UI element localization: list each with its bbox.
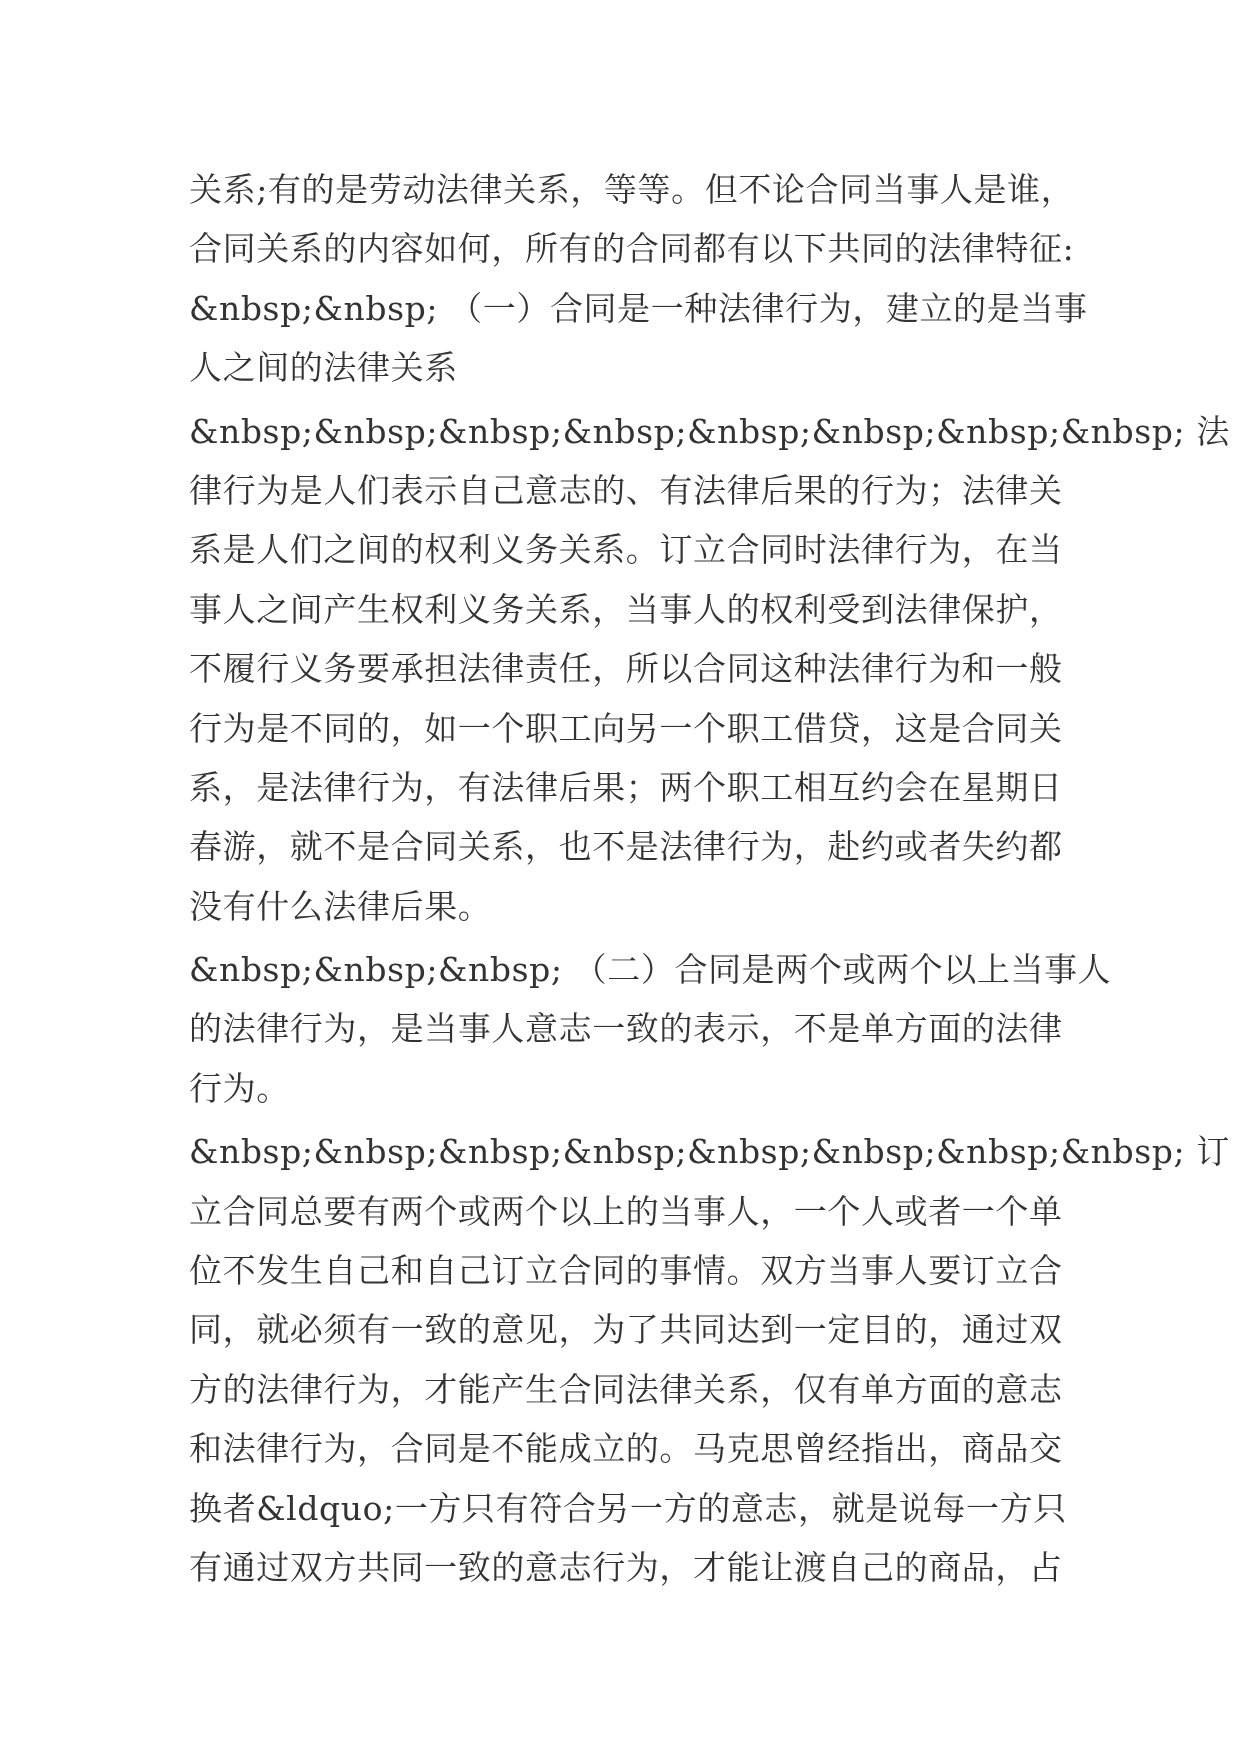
text-line: 春游，就不是合同关系，也不是法律行为，赴约或者失约都: [189, 827, 1063, 867]
text-line: 合同关系的内容如何，所有的合同都有以下共同的法律特征:: [189, 229, 1075, 269]
text-line: &nbsp;&nbsp;&nbsp;&nbsp;&nbsp;&nbsp;&nbsp;&nbsp; 法: [189, 411, 1230, 451]
text-line: 和法律行为，合同是不能成立的。马克思曾经指出，商品交: [189, 1429, 1063, 1469]
text-line: 系，是法律行为，有法律后果；两个职工相互约会在星期日: [189, 767, 1063, 807]
text-line: &nbsp;&nbsp; （一）合同是一种法律行为，建立的是当事: [189, 288, 1088, 328]
text-line: 有通过双方共同一致的意志行为，才能让渡自己的商品，占: [189, 1547, 1063, 1587]
document-body-text: [189, 160, 1230, 1597]
text-line: 换者&ldquo;一方只有符合另一方的意志，就是说每一方只: [189, 1488, 1067, 1528]
text-line: 的法律行为，是当事人意志一致的表示，不是单方面的法律: [189, 1009, 1063, 1049]
text-line: 行为是不同的，如一个职工向另一个职工借贷，这是合同关: [189, 708, 1063, 748]
text-line: &nbsp;&nbsp;&nbsp;&nbsp;&nbsp;&nbsp;&nbsp;&nbsp; 订: [189, 1132, 1230, 1172]
text-line: 律行为是人们表示自己意志的、有法律后果的行为；法律关: [189, 470, 1063, 510]
text-line: 事人之间产生权利义务关系，当事人的权利受到法律保护，: [189, 589, 1063, 629]
text-line: &nbsp;&nbsp;&nbsp; （二）合同是两个或两个以上当事人: [189, 950, 1112, 990]
text-line: 关系;有的是劳动法律关系，等等。但不论合同当事人是谁，: [189, 170, 1075, 209]
text-line: 没有什么法律后果。: [189, 886, 492, 926]
text-line: 系是人们之间的权利义务关系。订立合同时法律行为，在当: [189, 530, 1063, 570]
text-line: 不履行义务要承担法律责任，所以合同这种法律行为和一般: [189, 649, 1063, 689]
text-line: 立合同总要有两个或两个以上的当事人，一个人或者一个单: [189, 1191, 1063, 1231]
text-line: 位不发生自己和自己订立合同的事情。双方当事人要订立合: [189, 1251, 1063, 1291]
text-line: 同，就必须有一致的意见，为了共同达到一定目的，通过双: [189, 1310, 1063, 1350]
text-line: 行为。: [189, 1068, 290, 1108]
text-line: 方的法律行为，才能产生合同法律关系，仅有单方面的意志: [189, 1369, 1063, 1409]
text-line: 人之间的法律关系: [189, 348, 458, 388]
